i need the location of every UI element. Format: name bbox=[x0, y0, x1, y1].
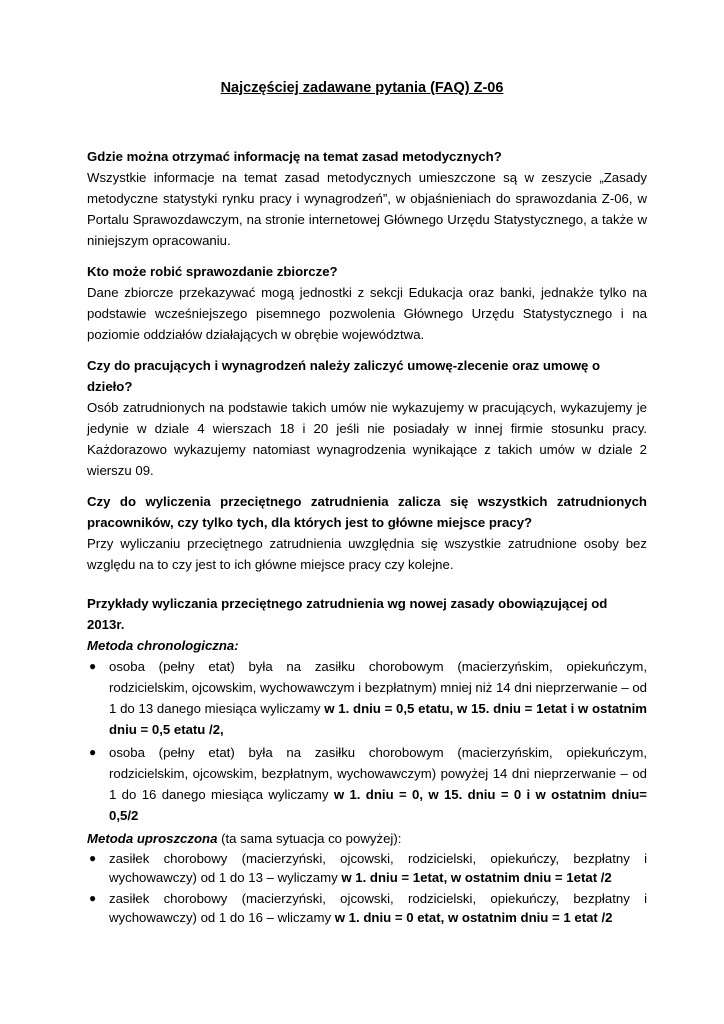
faq-item bbox=[87, 146, 647, 251]
list-item-text: zasiłek chorobowy (macierzyński, ojcowski, rodzicielski, opiekuńczy, bezpłatny i wychowawczy) od 1 do 16 – wliczamy bbox=[109, 891, 647, 925]
faq-item bbox=[87, 261, 647, 345]
bullet-icon: ● bbox=[89, 659, 97, 673]
faq-answer: Osób zatrudnionych na podstawie takich umów nie wykazujemy w pracujących, wykazujemy je jedynie w dziale 4 wierszach 18 i 20 jeśli nie posiadały w innej firmie stosunku pracy. Każdorazowo wykazujemy natomiast wynagrodzenia wynikające z takich umów w dziale 2 wierszu 09. bbox=[87, 400, 647, 478]
list-item-text: osoba (pełny etat) była na zasiłku chorobowym (macierzyńskim, opiekuńczym, rodzicielskim, ojcowskim, wychowawczym i bezpłatnym) mniej niż 14 dni nieprzerwanie – od 1 do 13 danego miesiąca wyliczamy bbox=[109, 659, 647, 716]
faq-item bbox=[87, 355, 647, 481]
examples-section bbox=[87, 593, 647, 927]
page-title: Najczęściej zadawane pytania (FAQ) Z-06 bbox=[220, 80, 504, 96]
bullet-icon: ● bbox=[89, 891, 97, 905]
simplified-list bbox=[87, 849, 647, 927]
list-item-bold: w 1. dniu = 1etat, w ostatnim dniu = 1etat /2 bbox=[341, 870, 612, 885]
faq-question: Czy do wyliczenia przeciętnego zatrudnienia zalicza się wszystkich zatrudnionych pracowników, czy tylko tych, dla których jest to główne miejsce pracy? bbox=[87, 494, 647, 530]
chronological-list bbox=[87, 656, 647, 826]
faq-item bbox=[87, 491, 647, 575]
list-item bbox=[87, 849, 647, 887]
list-item-bold: w 1. dniu = 0,5 etatu, w 15. dniu = 1etat i w ostatnim dniu = 0,5 etatu /2, bbox=[109, 701, 648, 737]
faq-question: Czy do pracujących i wynagrodzeń należy zaliczyć umowę-zlecenie oraz umowę o dzieło? bbox=[87, 358, 600, 394]
faq-content bbox=[87, 146, 647, 929]
method-simplified-label: Metoda uproszczona bbox=[87, 831, 218, 846]
list-item bbox=[87, 742, 647, 826]
faq-answer: Dane zbiorcze przekazywać mogą jednostki z sekcji Edukacja oraz banki, jednakże tylko na podstawie wcześniejszego pisemnego pozwolenia Głównego Urzędu Statystycznego i na poziomie oddziałów działających w obrębie województwa. bbox=[87, 285, 647, 342]
faq-question: Kto może robić sprawozdanie zbiorcze? bbox=[87, 264, 338, 279]
bullet-icon: ● bbox=[89, 745, 97, 759]
method-chronological-label: Metoda chronologiczna: bbox=[87, 638, 239, 653]
examples-heading: Przykłady wyliczania przeciętnego zatrudnienia wg nowej zasady obowiązującej od 2013r. bbox=[87, 596, 608, 632]
list-item-text: zasiłek chorobowy (macierzyński, ojcowski, rodzicielski, opiekuńczy, bezpłatny i wychowawczy) od 1 do 13 – wyliczamy bbox=[109, 851, 647, 885]
list-item bbox=[87, 889, 647, 927]
method-simplified-suffix: (ta sama sytuacja co powyżej): bbox=[217, 831, 402, 846]
list-item bbox=[87, 656, 647, 740]
faq-answer: Wszystkie informacje na temat zasad metodycznych umieszczone są w zeszycie „Zasady metodyczne statystyki rynku pracy i wynagrodzeń”, w objaśnieniach do sprawozdania Z-06, w Portalu Sprawozdawczym, na stronie internetowej Głównego Urzędu Statystycznego, a także w niniejszym opracowaniu. bbox=[87, 170, 647, 248]
list-item-bold: w 1. dniu = 0, w 15. dniu = 0 i w ostatnim dniu= 0,5/2 bbox=[109, 787, 647, 823]
method-simplified-line bbox=[87, 828, 647, 849]
bullet-icon: ● bbox=[89, 851, 97, 865]
list-item-bold: w 1. dniu = 0 etat, w ostatnim dniu = 1 etat /2 bbox=[334, 910, 613, 925]
faq-answer: Przy wyliczaniu przeciętnego zatrudnienia uwzględnia się wszystkie zatrudnione osoby bez względu na to czy jest to ich główne miejsce pracy czy kolejne. bbox=[87, 536, 647, 572]
faq-question: Gdzie można otrzymać informację na temat zasad metodycznych? bbox=[87, 149, 502, 164]
list-item-text: osoba (pełny etat) była na zasiłku chorobowym (macierzyńskim, opiekuńczym, rodzicielskim, ojcowskim, bezpłatnym, wychowawczym) powyżej 14 dni nieprzerwanie – od 1 do 16 danego miesiąca wyliczamy bbox=[109, 745, 647, 802]
